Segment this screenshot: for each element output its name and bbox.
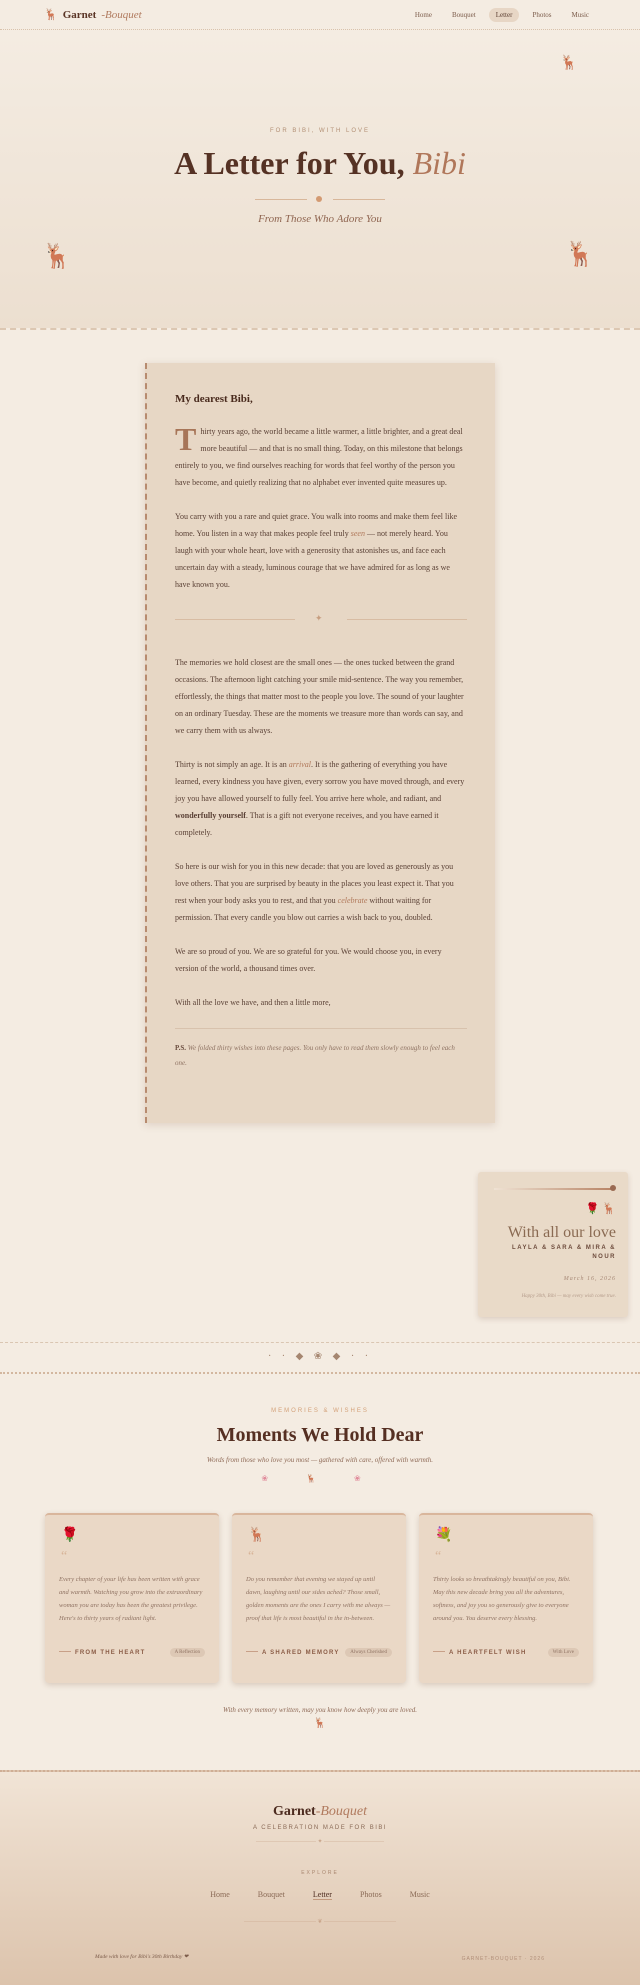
footer-link-letter[interactable]: Letter — [312, 1890, 332, 1899]
letter-paragraph: Thirty years ago, the world became a little warmer, a little brighter, and a great deal more beautiful — and that is no small thing. Today, on this milestone that belongs entirely to you, we find ourselves reaching for words that feel worthy of the person you have become, and quietly realizing that no alphabet ever invented quite measures up. — [175, 421, 463, 487]
nav-links — [408, 8, 596, 22]
hero-subtitle: From Those Who Adore You — [258, 213, 382, 225]
quote-icon: “ — [61, 1549, 68, 1564]
title-name: Bibi — [412, 145, 466, 181]
deer-icon: 🦌 — [565, 242, 595, 268]
deer-icon: 🦌 — [44, 9, 58, 21]
memory-text: Every chapter of your life has been written with grace and warmth. Watching you grow into the extraordinary woman you are today has been the greatest privilege. Here's to thirty years of radiant light. — [59, 1576, 203, 1622]
page-title — [0, 145, 640, 182]
deer-icon: 🦌 — [248, 1528, 266, 1543]
nav-link-photos[interactable]: Photos — [532, 10, 552, 19]
letter-postscript: P.S. We folded thirty wishes into these pages. You only have to read them slowly enough to feel each one. — [175, 1028, 467, 1071]
deer-icon: 🦌 — [560, 56, 578, 71]
memories-eyebrow: MEMORIES & WISHES — [271, 1408, 369, 1414]
footer-divider: —————————— ✦ —————————— — [255, 1839, 385, 1845]
nav-link-letter[interactable]: Letter — [489, 8, 520, 22]
memory-card — [419, 1513, 593, 1683]
rose-icon: 🌹 — [61, 1528, 79, 1543]
signature-title: With all our love — [507, 1224, 616, 1241]
letter-paragraph: So here is our wish for you in this new decade: that you are loved as generously as you love others. That you are surprised by beauty in the places you least expect it. That you rest when your body asks you to rest, and that you celebrate without waiting for permission. That every candle you blow out carries a wish back to you, doubled. — [175, 862, 454, 922]
letter-divider — [175, 610, 467, 630]
flower-ornament-icon: ❀ 🦌 ❀ — [261, 1474, 379, 1483]
footer-link-music[interactable]: Music — [409, 1890, 430, 1899]
divider-ornament-icon: ✦ — [315, 613, 323, 623]
quote-icon: “ — [435, 1549, 442, 1564]
deer-icon: 🦌 — [42, 244, 72, 270]
letter-card — [145, 363, 495, 1123]
footer — [0, 1770, 640, 1985]
deer-icon: 🦌 — [313, 1718, 327, 1729]
footer-copyright: GARNET-BOUQUET · 2026 — [461, 1956, 545, 1962]
memory-from: A HEARTFELT WISH — [433, 1650, 527, 1656]
letter-greeting: My dearest Bibi, — [175, 393, 253, 405]
nav-link-bouquet[interactable]: Bouquet — [451, 10, 476, 19]
footer-explore-label: EXPLORE — [301, 1870, 339, 1876]
quote-icon: “ — [248, 1549, 255, 1564]
footer-brand[interactable]: Garnet-Bouquet — [272, 1804, 368, 1819]
memory-tag: With Love — [548, 1648, 579, 1657]
signature-footnote: Happy 30th, Bibi — may every wish come true. — [521, 1294, 616, 1299]
footer-link-photos[interactable]: Photos — [359, 1890, 382, 1899]
top-nav — [0, 0, 640, 30]
memory-text: Thirty looks so breathtakingly beautiful on you, Bibi. May this new decade bring you all the adventures, softness, and joy you so generously give to everyone around you. You deserve every blessing. — [433, 1576, 571, 1622]
signature-date: March 16, 2026 — [563, 1276, 616, 1282]
ornament-icon: · · ◆ ❀ ◆ · · — [267, 1351, 373, 1362]
memories-subtitle: Words from those who love you most — gathered with care, offered with warmth. — [206, 1456, 434, 1464]
letter-paragraph: The memories we hold closest are the small ones — the ones tucked between the grand occasions. The afternoon light catching your smile mid-sentence. The way you remember, effortlessly, the things that matter most to the people you love. The sound of your laughter on an ordinary Tuesday. These are the moments we treasure more than words can say, and we carry them with us always. — [175, 658, 464, 735]
nav-link-music[interactable]: Music — [571, 10, 589, 19]
memory-tag: Always Cherished — [345, 1648, 392, 1657]
hero-divider — [255, 195, 385, 203]
bouquet-icon: 💐 — [435, 1528, 453, 1543]
memory-from: FROM THE HEART — [59, 1650, 145, 1656]
footer-links — [0, 1890, 640, 1900]
footer-divider: ———————————— ❦ ———————————— — [243, 1919, 397, 1925]
footer-made-with-love: Made with love for Bibi's 30th Birthday ❤ — [95, 1954, 189, 1960]
memory-tag: A Reflection — [170, 1648, 205, 1657]
brand-name: Garnet — [62, 8, 97, 21]
nav-link-home[interactable]: Home — [414, 10, 432, 19]
memories-title: Moments We Hold Dear — [216, 1424, 424, 1446]
footer-link-home[interactable]: Home — [210, 1890, 230, 1899]
brand-suffix: -Bouquet — [101, 8, 142, 21]
memory-from: A SHARED MEMORY — [246, 1650, 340, 1656]
signature-names: LAYLA & SARA & MIRA & NOUR — [512, 1245, 616, 1260]
hero-section — [0, 30, 640, 330]
memory-card — [45, 1513, 219, 1683]
letter-paragraph: You carry with you a rare and quiet grace. You walk into rooms and make them feel like home. You listen in a way that makes people feel truly seen — not merely heard. You laugh with your whole heart, love with a generosity that astonishes us, and face each uncertain day with a steady, luminous courage that we have admired for as long as we have known you. — [175, 512, 458, 589]
memory-cards — [45, 1513, 595, 1683]
footer-link-bouquet[interactable]: Bouquet — [257, 1890, 285, 1899]
footer-tagline: A CELEBRATION MADE FOR BIBI — [252, 1825, 388, 1831]
rose-deer-icon: 🌹 🦌 — [585, 1203, 616, 1215]
memory-card — [232, 1513, 406, 1683]
section-separator — [0, 1342, 640, 1376]
title-text: A Letter for You, — [174, 145, 413, 181]
letter-paragraph: We are so proud of you. We are so grateful for you. We would choose you, in every version of the world, a thousand times over. — [175, 947, 442, 973]
memories-closing: With every memory written, may you know how deeply you are loved. — [223, 1706, 417, 1714]
hero-eyebrow: FOR BIBI, WITH LOVE — [269, 128, 370, 134]
memory-text: Do you remember that evening we stayed up until dawn, laughing until our sides ached? Those small, golden moments are the ones I carry with me always — proof that life is most beautiful in the in-between. — [246, 1576, 391, 1622]
letter-signoff: With all the love we have, and then a little more, — [175, 998, 331, 1007]
brand-logo[interactable] — [44, 8, 142, 21]
signature-card — [478, 1172, 628, 1317]
letter-paragraph: Thirty is not simply an age. It is an arrival. It is the gathering of everything you have learned, every kindness you have given, every sorrow you have moved through, and every joy you have allowed yourself to fully feel. You arrive here whole, and radiant, and wonderfully yourself. That is a gift not everyone receives, and you have earned it completely. — [175, 760, 465, 837]
drop-cap: T — [175, 421, 197, 457]
